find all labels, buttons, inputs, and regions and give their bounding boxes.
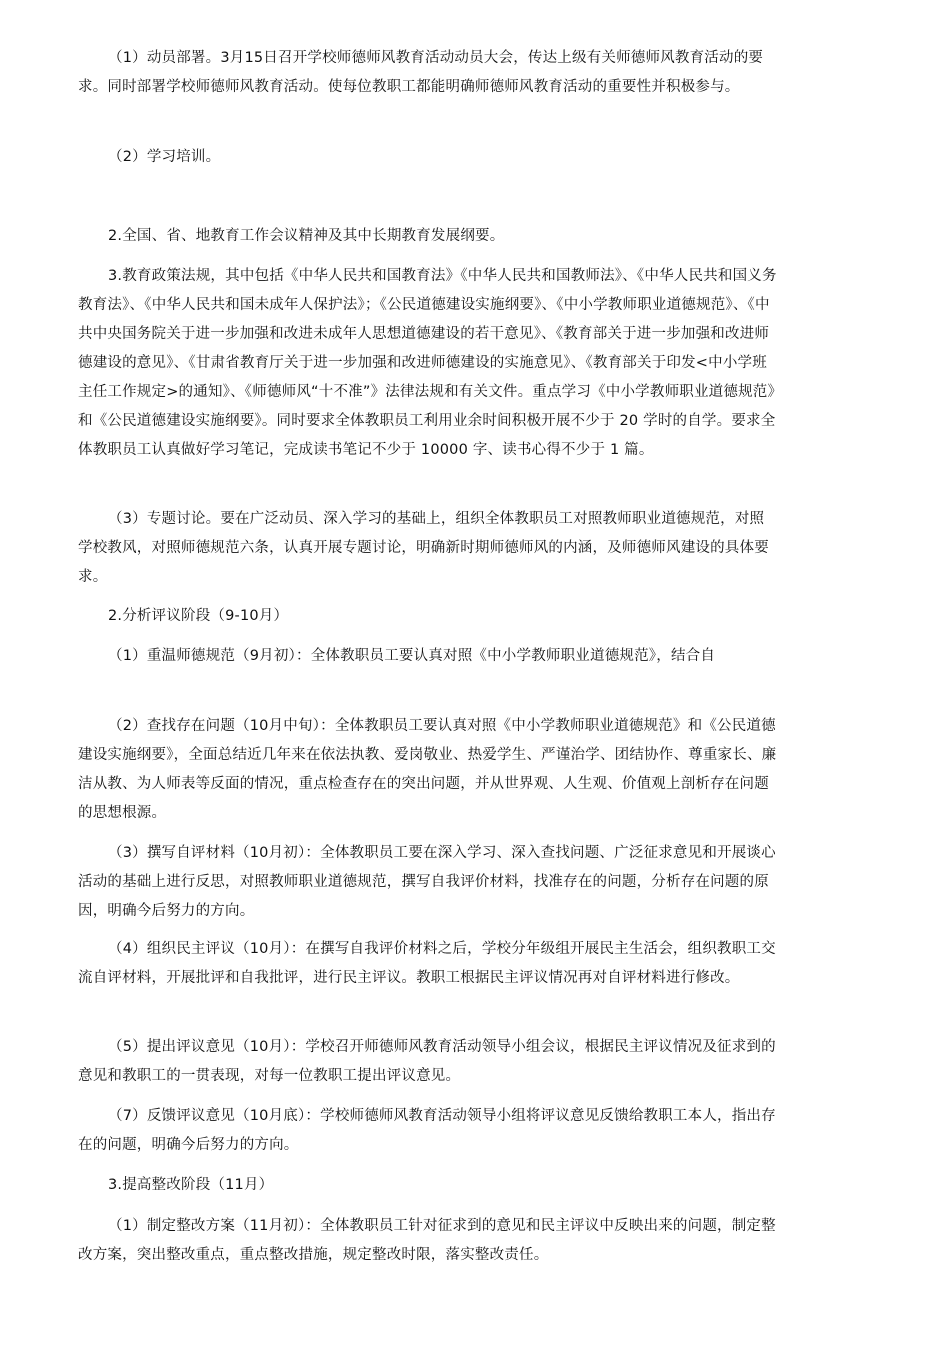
- paragraph-mobilization: （1）动员部署。3月15日召开学校师德师风教育活动动员大会，传达上级有关师德师风教育活动的要求。同时部署学校师德师风教育活动。使每位教职工都能明确师德师风教育活动的重要性并积极参与。: [78, 50, 764, 95]
- paragraph-topic-discussion: （3）专题讨论。要在广泛动员、深入学习的基础上，组织全体教职员工对照教师职业道德规范，对照学校教风，对照师德规范六条，认真开展专题讨论，明确新时期师德师风的内涵，及师德师风建设的具体要求。: [78, 511, 769, 585]
- paragraph-find-problems: （2）查找存在问题（10月中旬）：全体教职员工要认真对照《中小学教师职业道德规范》和《公民道德建设实施纲要》，全面总结近几年来在依法执教、爱岗敬业、热爱学生、严谨治学、团结协作、尊重家长、廉洁从教、为人师表等反面的情况，重点检查存在的突出问题，并从世界观、人生观、价值观上剖析存在问题的思想根源。: [78, 718, 777, 821]
- paragraph-study-training: （2）学习培训。: [108, 149, 221, 165]
- paragraph-review-opinions: （5）提出评议意见（10月）：学校召开师德师风教育活动领导小组会议，根据民主评议情况及征求到的意见和教职工的一贯表现，对每一位教职工提出评议意见。: [78, 1039, 776, 1084]
- paragraph-rectification-stage: 3.提高整改阶段（11月）: [108, 1177, 274, 1193]
- paragraph-feedback: （7）反馈评议意见（10月底）：学校师德师风教育活动领导小组将评议意见反馈给教职工本人，指出存在的问题，明确今后努力的方向。: [78, 1108, 776, 1153]
- paragraph-policy-regulations: 3.教育政策法规，其中包括《中华人民共和国教育法》《中华人民共和国教师法》、《中华人民共和国义务教育法》、《中华人民共和国未成年人保护法》；《公民道德建设实施纲要》、《中小学教师职业道德规范》、《中共中央国务院关于进一步加强和改进未成年人思想道德建设的若干意见》、《教育部关于进一步加强和改进师德建设的意见》、《甘肃省教育厅关于进一步加强和改进师德建设的实施意见》、《教育部关于印发<中小学班主任工作规定>的通知》、《师德师风“十不准”》法律法规和有关文件。重点学习《中小学教师职业道德规范》和《公民道德建设实施纲要》。同时要求全体教职员工利用业余时间积极开展不少于 20 学时的自学。要求全体教职员工认真做好学习笔记，完成读书笔记不少于 10000 字、读书心得不少于 1 篇。: [78, 268, 777, 458]
- paragraph-self-evaluation: （3）撰写自评材料（10月初）：全体教职员工要在深入学习、深入查找问题、广泛征求意见和开展谈心活动的基础上进行反思，对照教师职业道德规范，撰写自我评价材料，找准存在的问题，分析存在问题的原因，明确今后努力的方向。: [78, 845, 776, 919]
- paragraph-analysis-stage: 2.分析评议阶段（9-10月）: [108, 608, 289, 624]
- paragraph-conference-spirit: 2.全国、省、地教育工作会议精神及其中长期教育发展纲要。: [108, 228, 505, 244]
- paragraph-rectification-plan: （1）制定整改方案（11月初）：全体教职员工针对征求到的意见和民主评议中反映出来的问题，制定整改方案，突出整改重点，重点整改措施，规定整改时限，落实整改责任。: [78, 1218, 776, 1263]
- paragraph-review-standards: （1）重温师德规范（9月初）：全体教职员工要认真对照《中小学教师职业道德规范》，结合自: [108, 648, 716, 664]
- paragraph-democratic-review: （4）组织民主评议（10月）：在撰写自我评价材料之后，学校分年级组开展民主生活会，组织教职工交流自评材料，开展批评和自我批评，进行民主评议。教职工根据民主评议情况再对自评材料进行修改。: [78, 941, 776, 986]
